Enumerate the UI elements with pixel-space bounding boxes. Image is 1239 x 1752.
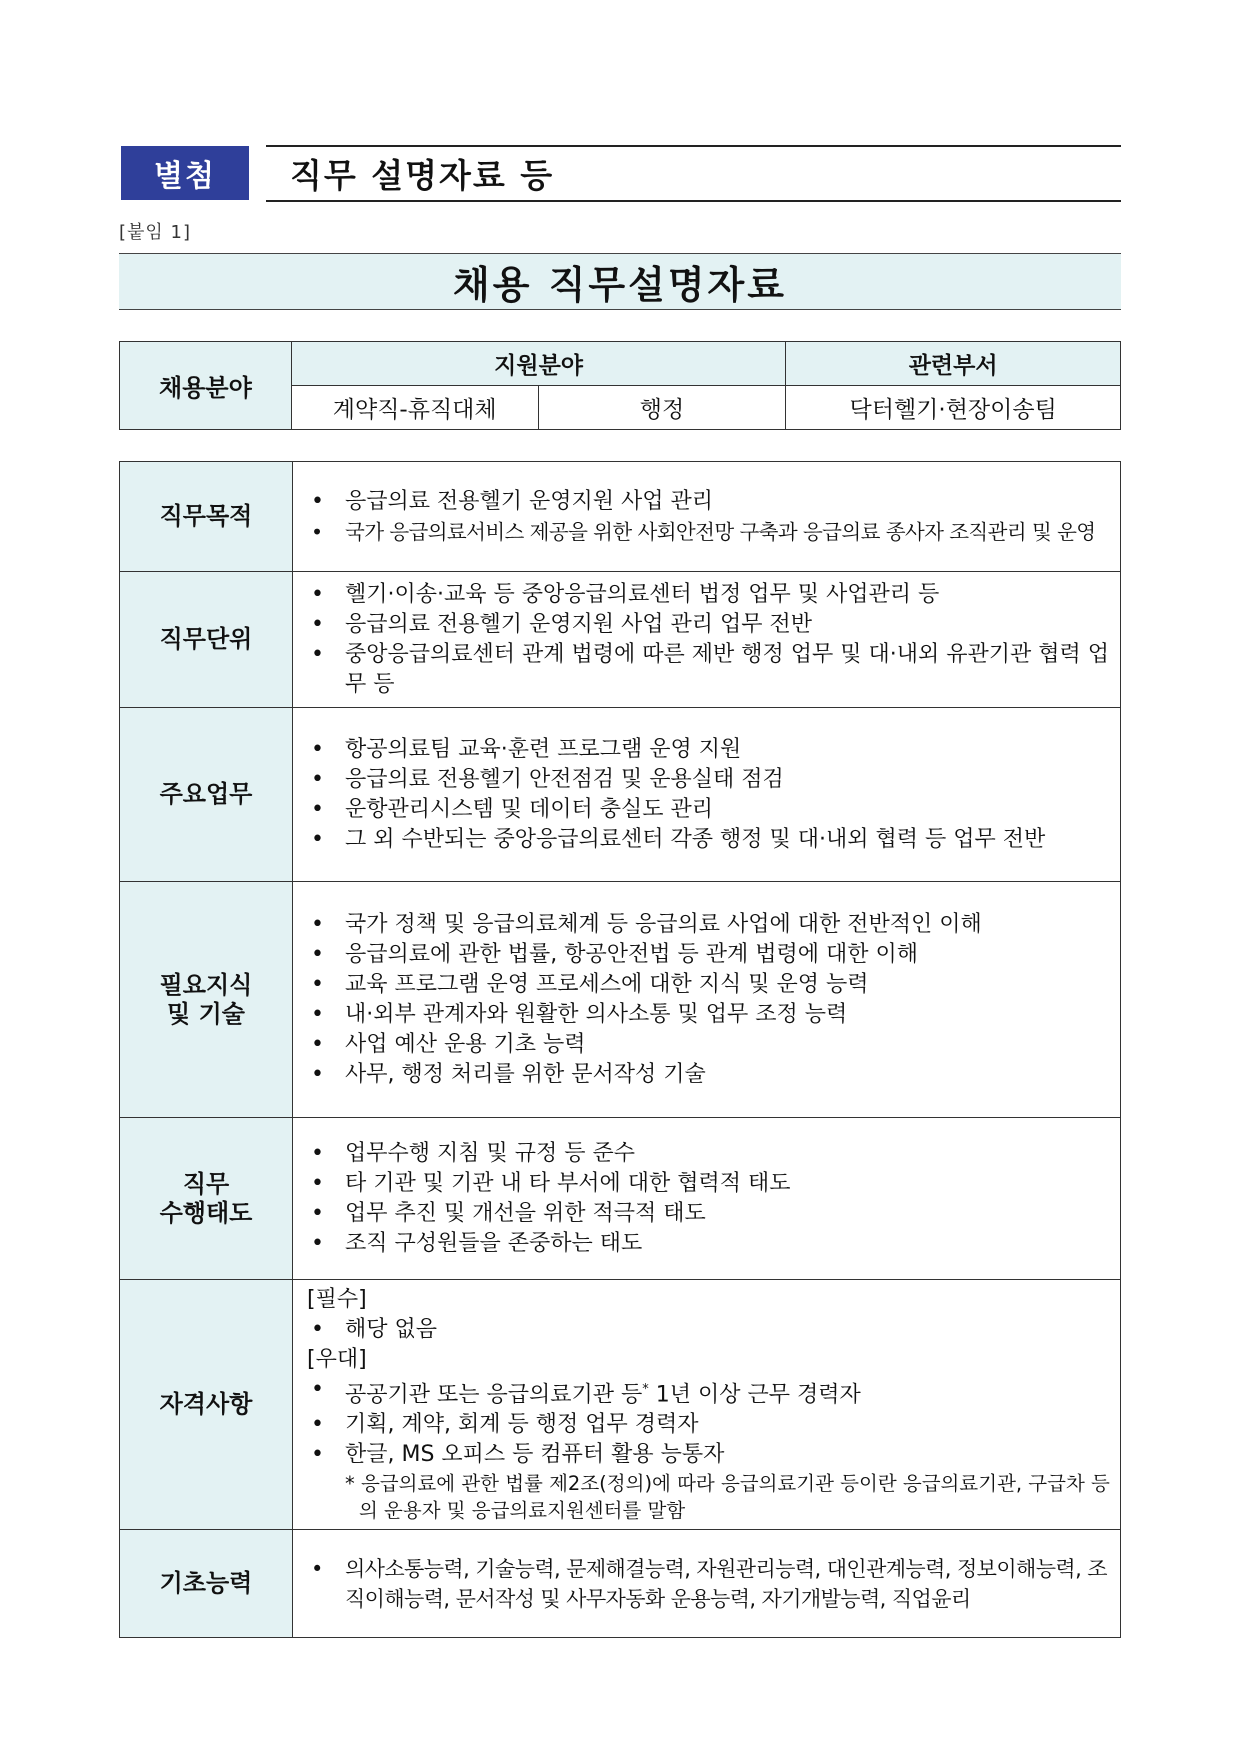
support-field-header: 지원분야 (291, 342, 786, 386)
row-label (120, 1118, 293, 1280)
row-basic-abilities (120, 1530, 1121, 1638)
footnote: * 응급의료에 관한 법률 제2조(정의)에 따라 응급의료기관 등이란 응급의료기관, 구급차 등의 운용자 및 응급의료지원센터를 말함 (345, 1472, 1110, 1523)
department-header: 관련부서 (786, 342, 1121, 386)
list-item: • 해당 없음 (307, 1315, 1110, 1345)
document-title: 채용 직무설명자료 (119, 253, 1121, 310)
row-label-line: 및 기술 (167, 999, 245, 1028)
list-item: • 업무 추진 및 개선을 위한 적극적 태도 (307, 1199, 1110, 1229)
list-item: • 운항관리시스템 및 데이터 충실도 관리 (307, 795, 1110, 825)
list-item: • 응급의료 전용헬기 운영지원 사업 관리 (307, 487, 1110, 517)
list-item: • 국가 정책 및 응급의료체계 등 응급의료 사업에 대한 전반적인 이해 (307, 910, 1110, 940)
list-item-text: 1년 이상 근무 경력자 (648, 1382, 861, 1408)
list-item: • 항공의료팀 교육·훈련 프로그램 운영 지원 (307, 735, 1110, 765)
required-heading: [필수] (307, 1286, 367, 1312)
footnote-mark: * (642, 1381, 649, 1397)
row-attitude (120, 1118, 1121, 1280)
list-item: • 중앙응급의료센터 관계 법령에 따른 제반 행정 업무 및 대·내외 유관기관 협력 업무 등 (307, 640, 1110, 700)
header-rule-top (266, 145, 1121, 147)
row-qualification (120, 1280, 1121, 1530)
list-item: • 국가 응급의료서비스 제공을 위한 사회안전망 구축과 응급의료 종사자 조직관리 및 운영 (307, 517, 1110, 547)
list-item: • 업무수행 지침 및 규정 등 준수 (307, 1139, 1110, 1169)
appendix-badge: 별첨 (121, 146, 249, 200)
list-item: • 응급의료에 관한 법률, 항공안전법 등 관계 법령에 대한 이해 (307, 940, 1110, 970)
list-item: • 교육 프로그램 운영 프로세스에 대한 지식 및 운영 능력 (307, 970, 1110, 1000)
row-label: 자격사항 (120, 1280, 293, 1530)
list-item: • 한글, MS 오피스 등 컴퓨터 활용 능통자 (307, 1440, 1110, 1470)
list-item: • 사무, 행정 처리를 위한 문서작성 기술 (307, 1060, 1110, 1090)
header-rule-bottom (266, 200, 1121, 202)
list-item-text: 공공기관 또는 응급의료기관 등 (345, 1382, 643, 1408)
row-unit (120, 572, 1121, 708)
list-item: • 그 외 수반되는 중앙응급의료센터 각종 행정 및 대·내외 협력 등 업무 전반 (307, 825, 1110, 855)
recruit-field-table (119, 341, 1121, 430)
list-item: • 의사소통능력, 기술능력, 문제해결능력, 자원관리능력, 대인관계능력, 정보이해능력, 조직이해능력, 문서작성 및 사무자동화 운용능력, 자기개발능력, 직업윤리 (307, 1554, 1110, 1614)
list-item: • 응급의료 전용헬기 안전점검 및 운용실태 점검 (307, 765, 1110, 795)
row-label: 주요업무 (120, 708, 293, 882)
row-label: 기초능력 (120, 1530, 293, 1638)
row-label: 직무목적 (120, 462, 293, 572)
preferred-heading: [우대] (307, 1346, 367, 1372)
attachment-label: [붙임 1] (119, 222, 191, 243)
list-item: • 응급의료 전용헬기 운영지원 사업 관리 업무 전반 (307, 610, 1110, 640)
job-field: 행정 (538, 386, 786, 430)
row-label: 직무단위 (120, 572, 293, 708)
list-item: • 타 기관 및 기관 내 타 부서에 대한 협력적 태도 (307, 1169, 1110, 1199)
list-item: • 사업 예산 운용 기초 능력 (307, 1030, 1110, 1060)
list-item: • 내·외부 관계자와 원활한 의사소통 및 업무 조정 능력 (307, 1000, 1110, 1030)
department-name: 닥터헬기·현장이송팀 (786, 386, 1121, 430)
row-label-line: 수행태도 (159, 1198, 253, 1227)
job-description-table (119, 461, 1121, 1638)
section-title: 직무 설명자료 등 (290, 155, 555, 195)
row-label-line: 직무 (182, 1169, 230, 1198)
employment-type: 계약직-휴직대체 (291, 386, 538, 430)
list-item: • 조직 구성원들을 존중하는 태도 (307, 1229, 1110, 1259)
list-item: • 기획, 계약, 회계 등 행정 업무 경력자 (307, 1410, 1110, 1440)
row-label (120, 882, 293, 1118)
row-label-line: 필요지식 (159, 970, 253, 999)
recruit-field-label: 채용분야 (120, 342, 292, 430)
row-main-tasks (120, 708, 1121, 882)
list-item (307, 1375, 1110, 1410)
row-purpose (120, 462, 1121, 572)
list-item: • 헬기·이송·교육 등 중앙응급의료센터 법정 업무 및 사업관리 등 (307, 580, 1110, 610)
row-knowledge-skills (120, 882, 1121, 1118)
